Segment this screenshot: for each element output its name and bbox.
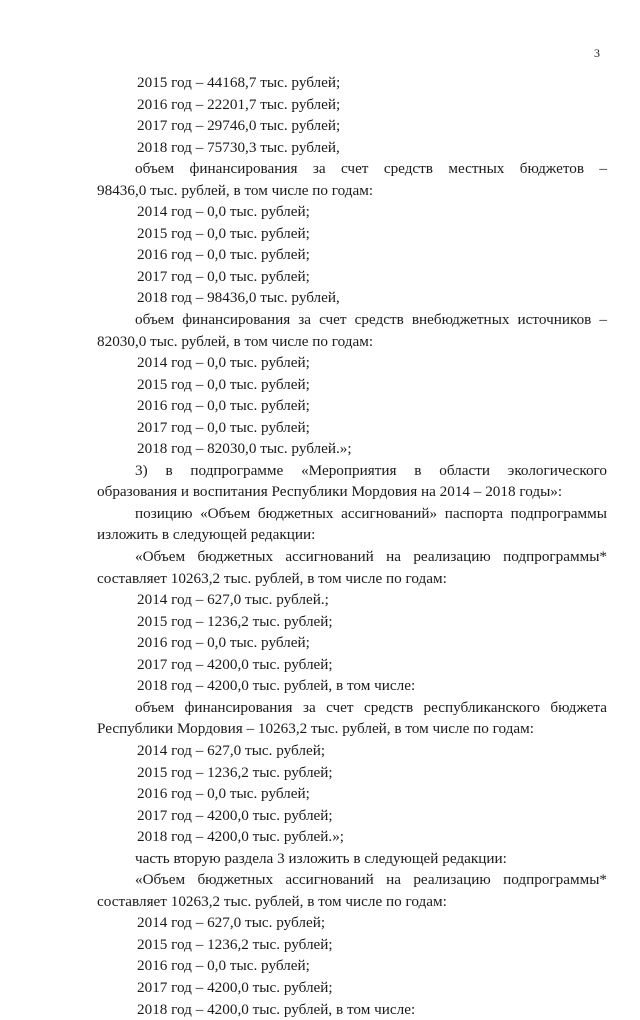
year-entry-line: 2017 год – 0,0 тыс. рублей; [137,418,310,436]
paragraph-line: Республики Мордовия – 10263,2 тыс. рублей, в том числе по годам: [97,720,534,738]
year-entry-line: 2015 год – 1236,2 тыс. рублей; [137,763,333,781]
year-entry-line: 2015 год – 1236,2 тыс. рублей; [137,935,333,953]
year-entry-line: 2018 год – 82030,0 тыс. рублей.»; [137,440,352,458]
year-entry-line: 2016 год – 0,0 тыс. рублей; [137,957,310,975]
year-entry-line: 2014 год – 0,0 тыс. рублей; [137,203,310,221]
paragraph-line: образования и воспитания Республики Мордовия на 2014 – 2018 годы»: [97,483,563,501]
paragraph-line: объем финансирования за счет средств внебюджетных источников – [135,311,607,329]
paragraph-line: 3) в подпрограмме «Мероприятия в области экологического [135,461,607,479]
year-entry-line: 2016 год – 22201,7 тыс. рублей; [137,95,341,113]
year-entry-line: 2018 год – 98436,0 тыс. рублей, [137,289,340,307]
year-entry-line: 2015 год – 0,0 тыс. рублей; [137,224,310,242]
year-entry-line: 2018 год – 4200,0 тыс. рублей.»; [137,828,345,846]
year-entry-line: 2017 год – 0,0 тыс. рублей; [137,267,310,285]
paragraph-line: «Объем бюджетных ассигнований на реализацию подпрограммы* [135,548,607,566]
paragraph-line: составляет 10263,2 тыс. рублей, в том числе по годам: [97,569,447,587]
page-number: 3 [594,46,600,60]
year-entry-line: 2016 год – 0,0 тыс. рублей; [137,397,310,415]
paragraph-line: часть вторую раздела 3 изложить в следующей редакции: [135,849,507,867]
year-entry-line: 2014 год – 627,0 тыс. рублей; [137,914,326,932]
year-entry-line: 2017 год – 29746,0 тыс. рублей; [137,117,341,135]
year-entry-line: 2014 год – 0,0 тыс. рублей; [137,354,310,372]
paragraph-line: объем финансирования за счет средств республиканского бюджета [135,698,607,716]
year-entry-line: 2014 год – 627,0 тыс. рублей.; [137,591,329,609]
paragraph-line: изложить в следующей редакции: [97,526,316,544]
paragraph-line: 82030,0 тыс. рублей, в том числе по годам: [97,332,374,350]
paragraph-line: объем финансирования за счет средств местных бюджетов – [135,160,607,178]
year-entry-line: 2016 год – 0,0 тыс. рублей; [137,246,310,264]
year-entry-line: 2014 год – 627,0 тыс. рублей; [137,741,326,759]
paragraph-line: позицию «Объем бюджетных ассигнований» паспорта подпрограммы [135,504,607,522]
year-entry-line: 2015 год – 44168,7 тыс. рублей; [137,74,341,91]
year-entry-line: 2017 год – 4200,0 тыс. рублей; [137,655,333,673]
year-entry-line: 2016 год – 0,0 тыс. рублей; [137,785,310,803]
year-entry-line: 2016 год – 0,0 тыс. рублей; [137,634,310,652]
paragraph-line: составляет 10263,2 тыс. рублей, в том числе по годам: [97,892,447,910]
document-body [97,72,607,1020]
year-entry-line: 2015 год – 0,0 тыс. рублей; [137,375,310,393]
year-entry-line: 2017 год – 4200,0 тыс. рублей; [137,806,333,824]
year-entry-line: 2018 год – 4200,0 тыс. рублей, в том числе: [137,1000,416,1018]
year-entry-line: 2018 год – 75730,3 тыс. рублей, [137,138,340,156]
year-entry-line: 2015 год – 1236,2 тыс. рублей; [137,612,333,630]
year-entry-line: 2017 год – 4200,0 тыс. рублей; [137,978,333,996]
year-entry-line: 2018 год – 4200,0 тыс. рублей, в том числе: [137,677,416,695]
paragraph-line: 98436,0 тыс. рублей, в том числе по годам: [97,181,374,199]
paragraph-line: «Объем бюджетных ассигнований на реализацию подпрограммы* [135,871,607,889]
